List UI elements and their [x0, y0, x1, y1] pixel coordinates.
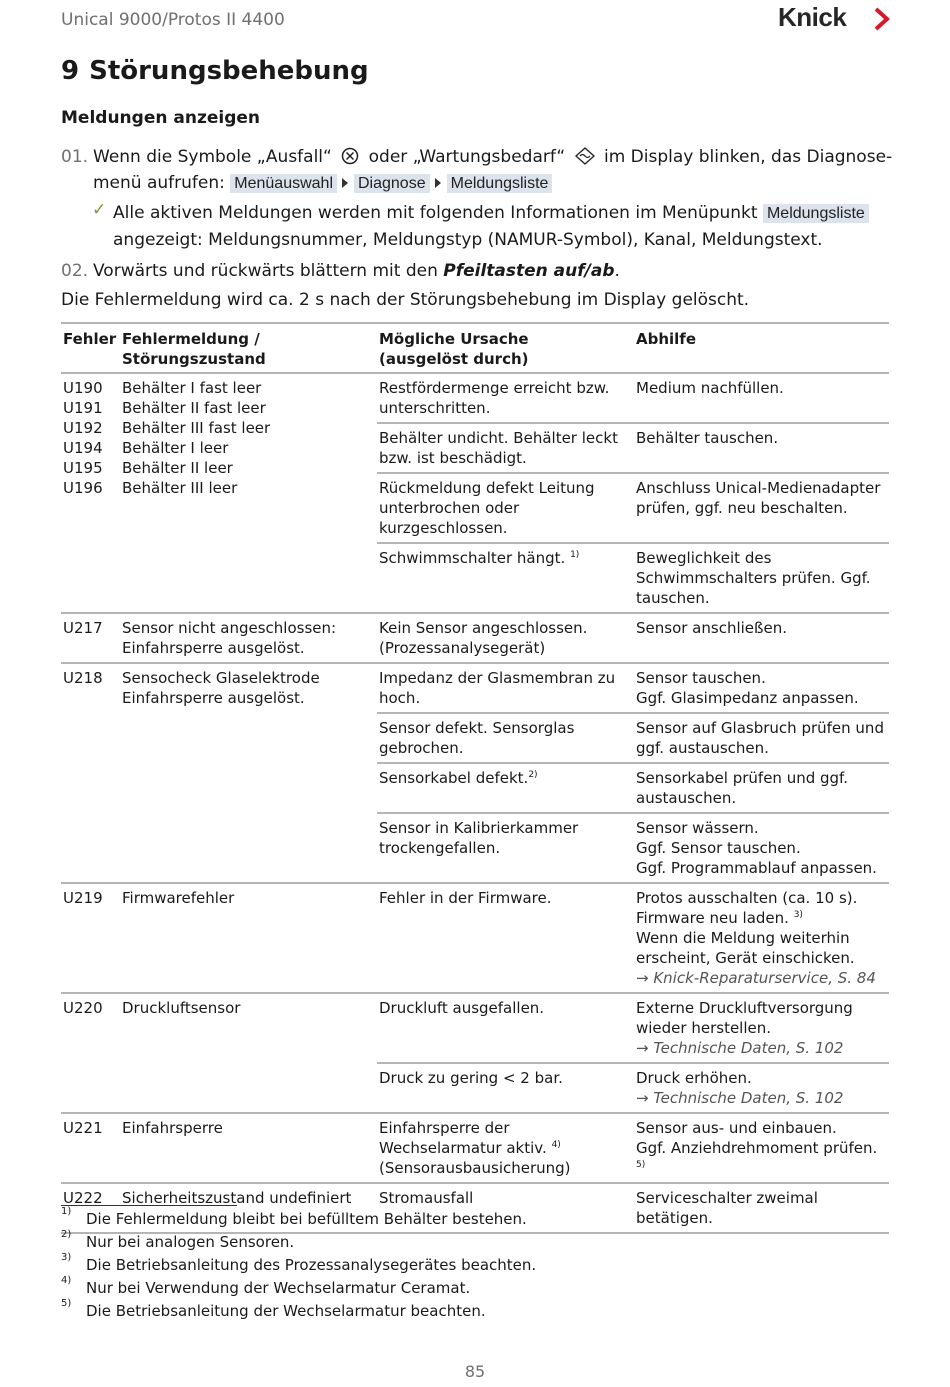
step-text-part: im Display blinken, das Diagnose- — [604, 147, 893, 167]
document-header-title: Unical 9000/Protos II 4400 — [61, 10, 285, 30]
remedy-cell: Medium nachfüllen. — [636, 379, 784, 397]
cause-cell — [377, 763, 634, 813]
chapter-number: 9 — [61, 56, 80, 86]
remedy-cell: Sensor wässern. Ggf. Sensor tauschen. Ggf. Programmablauf anpassen. — [634, 813, 889, 883]
chevron-right-icon — [872, 6, 892, 32]
error-code: U220 — [63, 999, 103, 1017]
result-text: Alle aktiven Meldungen werden mit folgenden Informationen im Menüpunkt — [113, 203, 758, 223]
step-text — [93, 144, 893, 197]
step-text — [93, 258, 893, 284]
cause-text: Einfahrsperre der Wechselarmatur aktiv. — [379, 1119, 547, 1157]
footnote-text: Die Betriebsanleitung des Prozessanalysegerätes beachten. — [86, 1256, 537, 1274]
error-message: Druckluftsensor — [122, 999, 241, 1017]
cause-text: Sensorkabel defekt. — [379, 769, 529, 787]
column-header-abhilfe: Abhilfe — [634, 323, 889, 373]
remedy-cell: Sensor tauschen. Ggf. Glasimpedanz anpassen. — [636, 669, 859, 707]
cause-cell — [377, 543, 634, 613]
menu-path-item: Meldungsliste — [763, 204, 869, 223]
cross-reference-link[interactable]: → Knick-Reparaturservice, S. 84 — [636, 969, 876, 987]
step-result — [113, 200, 873, 253]
emphasis-text: Pfeiltasten auf/ab — [443, 261, 615, 281]
step-number: 02. — [61, 261, 89, 281]
error-message: Behälter I fast leer Behälter II fast leer Behälter III fast leer Behälter I leer Behälter II leer Behälter III leer — [122, 379, 271, 497]
step-number: 01. — [61, 147, 89, 167]
error-code: U218 — [63, 669, 103, 687]
page-number: 85 — [464, 1362, 486, 1381]
footnote-text: Die Betriebsanleitung der Wechselarmatur beachten. — [86, 1302, 486, 1320]
footnote-ref: 4) — [551, 1140, 561, 1150]
footnote-ref: 3) — [793, 910, 803, 920]
menu-path-item: Diagnose — [354, 174, 430, 193]
step-text-part: Wenn die Symbole „Ausfall“ — [93, 147, 332, 167]
cause-cell: Druckluft ausgefallen. — [379, 999, 545, 1017]
cause-cell: Impedanz der Glasmembran zu hoch. — [379, 669, 616, 707]
cross-reference-link[interactable]: → Technische Daten, S. 102 — [636, 1039, 844, 1057]
footnote-mark: 4) — [61, 1275, 72, 1286]
footnote-text: Nur bei analogen Sensoren. — [86, 1233, 295, 1251]
footnote-mark: 3) — [61, 1252, 72, 1263]
cause-cell: Fehler in der Firmware. — [379, 889, 552, 907]
cause-cell: Sensor defekt. Sensorglas gebrochen. — [377, 713, 634, 763]
cause-cell: Druck zu gering < 2 bar. — [377, 1063, 634, 1113]
table-row — [61, 883, 889, 993]
remedy-cell: Sensor auf Glasbruch prüfen und ggf. austauschen. — [634, 713, 889, 763]
cause-cell — [377, 1113, 634, 1183]
error-message: Sicherheitszustand undefiniert — [120, 1183, 377, 1233]
remedy-cell: Sensorkabel prüfen und ggf. austauschen. — [634, 763, 889, 813]
cause-cell: Restfördermenge erreicht bzw. unterschritten. — [379, 379, 610, 417]
footnote-text: Die Fehlermeldung bleibt bei befülltem Behälter bestehen. — [86, 1210, 527, 1228]
table-row — [61, 663, 889, 713]
remedy-cell — [634, 1113, 889, 1183]
error-message: Einfahrsperre — [122, 1119, 223, 1137]
table-row — [61, 373, 889, 423]
remedy-text: Druck erhöhen. — [636, 1069, 752, 1087]
error-message: Firmwarefehler — [122, 889, 235, 907]
cross-reference-link[interactable]: → Technische Daten, S. 102 — [636, 1089, 844, 1107]
remedy-text: Protos ausschalten (ca. 10 s). — [636, 889, 858, 907]
error-code: U221 — [63, 1119, 103, 1137]
knick-logo: Knick — [778, 2, 847, 32]
triangle-right-icon — [342, 178, 348, 188]
step-text-part: menü aufrufen: — [93, 173, 225, 193]
cause-cell: Stromausfall — [377, 1183, 634, 1233]
result-text: angezeigt: Meldungsnummer, Meldungstyp (NAMUR-Symbol), Kanal, Meldungstext. — [113, 230, 823, 250]
maintenance-diamond-icon — [575, 147, 595, 165]
footnote-divider — [61, 1205, 237, 1206]
chapter-title — [61, 56, 369, 86]
remedy-text: Firmware neu laden. — [636, 909, 789, 927]
remedy-cell: Behälter tauschen. — [634, 423, 889, 473]
footnote-mark: 1) — [61, 1206, 72, 1217]
column-header-ursache: Mögliche Ursache (ausgelöst durch) — [377, 323, 634, 373]
triangle-right-icon — [435, 178, 441, 188]
subsection-heading: Meldungen anzeigen — [61, 108, 260, 128]
step-text-part: Vorwärts und rückwärts blättern mit den — [93, 261, 438, 281]
footnote-ref: 2) — [528, 770, 538, 780]
step-02 — [61, 258, 891, 284]
footnote-ref: 5) — [636, 1160, 646, 1170]
footnote-text: Nur bei Verwendung der Wechselarmatur Ceramat. — [86, 1279, 471, 1297]
chapter-title-text: Störungsbehebung — [89, 56, 369, 86]
footnote-mark: 2) — [61, 1229, 72, 1240]
remedy-cell: Serviceschalter zweimal betätigen. — [634, 1183, 889, 1233]
cause-cell: Behälter undicht. Behälter leckt bzw. ist beschädigt. — [377, 423, 634, 473]
step-text-part: oder „Wartungsbedarf“ — [368, 147, 566, 167]
checkmark-icon: ✓ — [92, 200, 107, 220]
cause-cell: Rückmeldung defekt Leitung unterbrochen oder kurzgeschlossen. — [377, 473, 634, 543]
cause-cell: Kein Sensor angeschlossen. (Prozessanalysegerät) — [379, 619, 588, 657]
error-code: U219 — [63, 889, 103, 907]
remedy-cell: Sensor anschließen. — [636, 619, 787, 637]
step-01 — [61, 144, 891, 196]
remedy-text: Ggf. Anziehdrehmoment prüfen. — [636, 1139, 878, 1157]
footnote-ref: 1) — [570, 550, 580, 560]
remedy-text: Wenn die Meldung weiterhin erscheint, Gerät einschicken. — [636, 929, 855, 967]
column-header-fehler: Fehler — [61, 323, 120, 373]
cause-text: Schwimmschalter hängt. — [379, 549, 566, 567]
table-row — [61, 993, 889, 1063]
remedy-text: Sensor aus- und einbauen. — [636, 1119, 837, 1137]
error-table — [61, 322, 889, 1234]
menu-path-item: Menüauswahl — [230, 174, 337, 193]
table-header-row — [61, 323, 889, 373]
footnote-mark: 5) — [61, 1298, 72, 1309]
remedy-cell — [634, 883, 889, 993]
cause-text: (Sensorausbausicherung) — [379, 1159, 571, 1177]
error-message: Sensocheck Glaselektrode Einfahrsperre ausgelöst. — [122, 669, 320, 707]
remedy-cell — [634, 993, 889, 1063]
error-code: U190 U191 U192 U194 U195 U196 — [63, 379, 103, 497]
remedy-cell: Beweglichkeit des Schwimmschalters prüfen. Ggf. tauschen. — [634, 543, 889, 613]
column-header-meldung: Fehlermeldung / Störungszustand — [120, 323, 377, 373]
deletion-note: Die Fehlermeldung wird ca. 2 s nach der Störungsbehebung im Display gelöscht. — [61, 290, 750, 310]
cause-cell: Sensor in Kalibrierkammer trockengefallen. — [377, 813, 634, 883]
menu-path-item: Meldungsliste — [447, 174, 553, 193]
step-text-part: . — [614, 261, 620, 281]
table-row — [61, 613, 889, 663]
error-code: U222 — [61, 1183, 120, 1233]
error-code: U217 — [63, 619, 103, 637]
remedy-text: Externe Druckluftversorgung wieder herstellen. — [636, 999, 853, 1037]
table-row — [61, 1113, 889, 1183]
error-message: Sensor nicht angeschlossen: Einfahrsperre ausgelöst. — [122, 619, 337, 657]
remedy-cell: Anschluss Unical-Medienadapter prüfen, ggf. neu beschalten. — [634, 473, 889, 543]
failure-circle-x-icon — [341, 147, 359, 165]
remedy-cell — [634, 1063, 889, 1113]
